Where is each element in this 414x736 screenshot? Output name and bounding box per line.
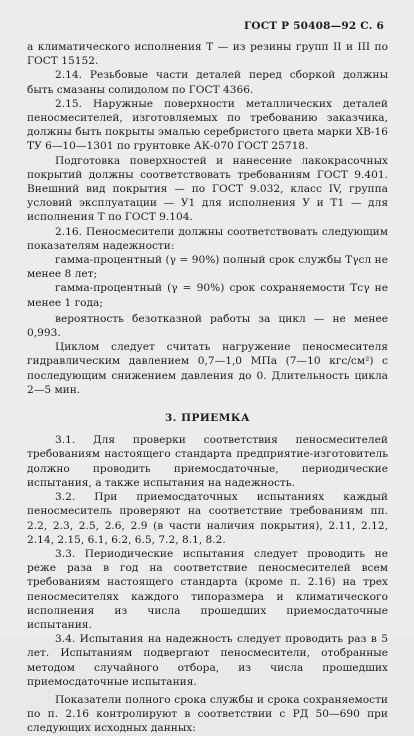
paragraph: Показатели полного срока службы и срока сохраняемости по п. 2.16 контролируют в соответствии с РД 50—690 при следующих исходных данных: — [27, 693, 388, 735]
paragraph: Циклом следует считать нагружение пеносмесителя гидравлическим давлением 0,7—1,0 МПа (7—10 кгс/см²) с последующим снижением давления до 0. Длительность цикла 2—5 мин. — [27, 341, 388, 396]
paragraph: Подготовка поверхностей и нанесение лакокрасочных покрытий должны соответствовать требованиям ГОСТ 9.401. Внешний вид покрытия — по ГОСТ 9.032, класс IV, группа условий эксплуатации — У1 для исполнения У и Т1 — для исполнения Т по ГОСТ 9.104. — [27, 154, 388, 224]
paragraph: 3.1. Для проверки соответствия пеносмесителей требованиям настоящего стандарта предприятие-изготовитель должно проводить приемосдаточные, периодические испытания, а также испытания на надежность. — [27, 434, 388, 489]
document-body — [27, 40, 388, 736]
paragraph: 3.4. Испытания на надежность следует проводить раз в 5 лет. Испытаниям подвергают пеносмесители, отобранные методом случайного отбора, из числа прошедших приемосдаточные испытания. — [27, 633, 388, 688]
section-title: 3. ПРИЕМКА — [164, 412, 251, 425]
paragraph: 2.16. Пеносмесители должны соответствовать следующим показателям надежности: — [27, 225, 388, 252]
page-header: ГОСТ Р 50408—92 С. 6 — [243, 20, 384, 32]
paragraph: 2.14. Резьбовые части деталей перед сборкой должны быть смазаны солидолом по ГОСТ 4366. — [27, 69, 388, 96]
paragraph: вероятность безотказной работы за цикл — не менее 0,993. — [27, 312, 388, 340]
paragraph: гамма-процентный (γ = 90%) полный срок службы Тγсл не менее 8 лет; — [27, 254, 388, 281]
paragraph: гамма-процентный (γ = 90%) срок сохраняемости Тсγ не менее 1 года; — [27, 282, 388, 309]
paragraph: 2.15. Наружные поверхности металлических деталей пеносмесителей, изготовляемых по требованию заказчика, должны быть покрыты эмалью серебристого цвета марки ХВ-16 ТУ 6—10—1301 по грунтовке АК-070 ГОСТ 25718. — [27, 97, 388, 153]
paragraph: 3.3. Периодические испытания следует проводить не реже раза в год на соответствие пеносмесителей всем требованиям настоящего стандарта (кроме п. 2.16) на трех пеносмесителях каждого типоразмера и климатического исполнения из числа прошедших приемосдаточные испытания. — [27, 547, 388, 631]
paragraph: а климатического исполнения Т — из резины групп II и III по ГОСТ 15152. — [27, 41, 388, 68]
paragraph: 3.2. При приемосдаточных испытаниях каждый пеносмеситель проверяют на соответствие требованиям пп. 2.2, 2.3, 2.5, 2.6, 2.9 (в части наличия покрытия), 2.11, 2.12, 2.14, 2.15, 6.1, 6.2, 6.5, 7.2, 8.1, 8.2. — [27, 491, 388, 546]
